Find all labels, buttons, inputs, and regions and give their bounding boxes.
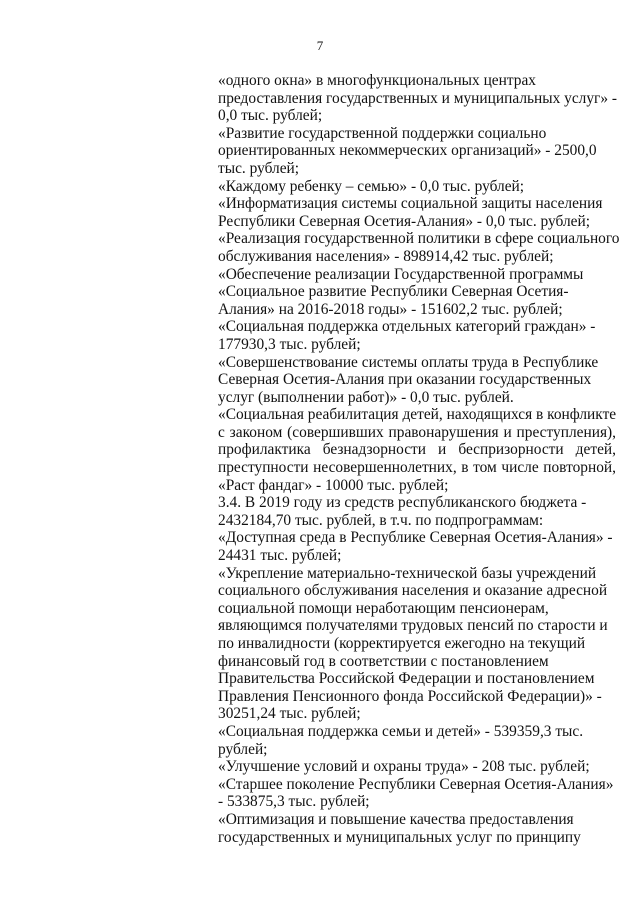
text-line: «Социальное развитие Республики Северная Осетия- (218, 283, 569, 301)
text-line: 24431 тыс. рублей; (218, 547, 342, 565)
text-line: по инвалидности (корректируется ежегодно на текущий (218, 635, 586, 652)
text-line: «Социальная поддержка семьи и детей» - 539359,3 тыс. (218, 722, 584, 740)
text-line: «Старшее поколение Республики Северная Осетия-Алания» (218, 775, 614, 793)
page-number: 7 (316, 38, 324, 53)
text-line: «Укрепление материально-технической базы учреждений (218, 564, 597, 582)
text-line: Правительства Российской Федерации и постановлением (218, 670, 595, 688)
text-line: «Развитие государственной поддержки социально (218, 124, 547, 142)
text-line: 0,0 тыс. рублей; (218, 107, 323, 125)
text-line: рублей; (218, 740, 268, 758)
text-line: с законом (совершивших правонарушения и преступления), (218, 423, 616, 441)
text-line: социального обслуживания населения и оказание адресной (218, 582, 608, 600)
text-line: «Раст фандаг» - 10000 тыс. рублей; (218, 476, 449, 494)
text-line: преступности несовершеннолетних, в том числе повторной, (218, 459, 616, 477)
text-line: Правления Пенсионного фонда Российской Федерации)» - (218, 687, 602, 705)
text-line: услуг (выполнении работ)» - 0,0 тыс. рублей. (218, 388, 514, 406)
text-line: финансовый год в соответствии с постановлением (218, 652, 549, 670)
text-line: предоставления государственных и муниципальных услуг» - (218, 89, 618, 107)
text-line: профилактика безнадзорности и беспризорности детей, (218, 441, 616, 459)
text-line: 177930,3 тыс. рублей; (218, 335, 361, 353)
text-line: «Обеспечение реализации Государственной программы (218, 265, 584, 283)
text-line: «Каждому ребенку – семью» - 0,0 тыс. рублей; (218, 177, 525, 195)
text-line: «Доступная среда в Республике Северная Осетия-Алания» - (218, 529, 613, 547)
document-body (218, 72, 620, 846)
text-line: 30251,24 тыс. рублей; (218, 705, 361, 723)
text-line: социальной помощи неработающим пенсионерам, (218, 599, 549, 617)
text-line: «Социальная поддержка отдельных категорий граждан» - (218, 318, 596, 336)
text-line: 2432184,70 тыс. рублей, в т.ч. по подпрограммам: (218, 511, 544, 529)
text-line: обслуживания населения» - 898914,42 тыс. рублей; (218, 247, 554, 265)
text-line: «Совершенствование системы оплаты труда в Республике (218, 353, 599, 371)
text-line: государственных и муниципальных услуг по принципу (218, 828, 581, 846)
text-line: «Реализация государственной политики в сфере социального (218, 230, 620, 248)
text-line: Северная Осетия-Алания при оказании государственных (218, 371, 592, 389)
text-line: «Улучшение условий и охраны труда» - 208 тыс. рублей; (218, 758, 590, 776)
text-line: Алания» на 2016-2018 годы» - 151602,2 тыс. рублей; (218, 300, 563, 318)
text-line: тыс. рублей; (218, 159, 300, 177)
text-line: «Информатизация системы социальной защиты населения (218, 195, 603, 213)
text-line: ориентированных некоммерческих организаций» - 2500,0 (218, 142, 597, 160)
text-line: Республики Северная Осетия-Алания» - 0,0 тыс. рублей; (218, 212, 590, 230)
text-line: являющимся получателями трудовых пенсий по старости и (218, 617, 608, 635)
text-line: - 533875,3 тыс. рублей; (218, 793, 370, 811)
text-line: «Оптимизация и повышение качества предоставления (218, 810, 574, 828)
text-line: 3.4. В 2019 году из средств республиканского бюджета - (218, 494, 587, 512)
text-line: «Социальная реабилитация детей, находящихся в конфликте (218, 406, 617, 424)
text-line: «одного окна» в многофункциональных центрах (218, 72, 537, 89)
